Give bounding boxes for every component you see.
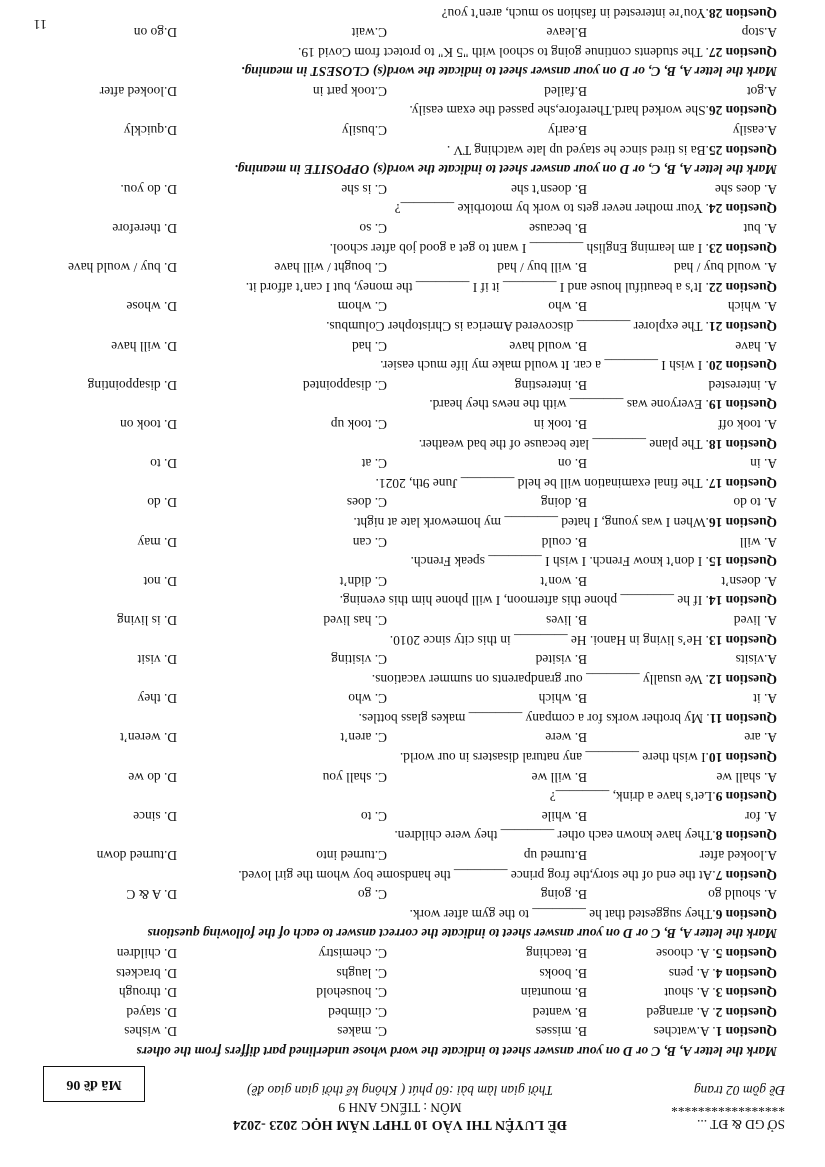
exam-subject: MÔN : TIẾNG ANH 9 xyxy=(338,1100,462,1115)
question-9-stem xyxy=(47,787,777,807)
question-label: Question 2 xyxy=(715,1004,777,1020)
question-label: Question 14 xyxy=(708,593,777,609)
option-a: A. but xyxy=(743,221,777,237)
option-a: A. lived xyxy=(733,612,777,628)
header-center xyxy=(190,1082,610,1133)
question-label: Question 1 xyxy=(715,1024,777,1040)
question-19-options xyxy=(47,375,777,395)
question-28-options xyxy=(47,0,777,3)
option-b: B. were xyxy=(545,730,587,746)
option-b: B.turned up xyxy=(523,848,587,864)
option-b: B. lives xyxy=(546,612,587,628)
question-label: Question 15 xyxy=(708,554,777,570)
option-b: B. took in xyxy=(533,417,587,432)
option-d: D. A & C xyxy=(126,887,177,903)
option-c: C. household xyxy=(316,985,387,1001)
option-c: C. has lived xyxy=(323,612,387,628)
option-d: D. will have xyxy=(111,338,177,354)
question-17-options xyxy=(47,454,777,474)
option-a: A. interested xyxy=(708,377,777,393)
option-c: C. didn’t xyxy=(339,573,387,589)
option-b: B. who xyxy=(548,299,587,315)
option-d: D. do xyxy=(147,495,177,511)
question-label: Question 6 xyxy=(715,906,777,922)
question-7-stem xyxy=(47,865,777,885)
question-5 xyxy=(47,943,777,963)
question-13-stem xyxy=(47,630,777,650)
question-label: Question 22 xyxy=(708,279,777,295)
question-label: Question 16 xyxy=(708,514,777,530)
question-text: .She worked hard.Therefore,she passed the exam easily. xyxy=(409,103,709,119)
option-b: B.failed xyxy=(544,83,587,99)
question-11-options xyxy=(47,689,777,709)
question-label: Question 3 xyxy=(715,985,777,1001)
question-text: .When I was young, I hated ________ my homework late at night. xyxy=(353,514,709,530)
question-2 xyxy=(47,1002,777,1022)
question-text: . Everyone was ________ with the news they heard. xyxy=(429,397,709,413)
question-label: Question 4 xyxy=(715,965,777,981)
option-d: D. took on xyxy=(120,417,177,432)
option-a: A.looked after xyxy=(699,848,777,864)
question-text: .Ba is tired since he stayed up late watching TV . xyxy=(446,142,709,158)
option-d: D. do you. xyxy=(120,181,177,197)
question-label: Question 11 xyxy=(709,710,777,726)
question-label: Question 26 xyxy=(708,103,777,119)
question-14-stem xyxy=(47,591,777,611)
option-c: C. took up xyxy=(330,417,387,432)
option-b: B. teaching xyxy=(526,946,587,962)
question-text: .They suggested that he ________ to the gym after work. xyxy=(409,906,716,922)
option-b: B. misses xyxy=(535,1024,587,1040)
option-d: D.go on xyxy=(133,25,177,41)
question-15-stem xyxy=(47,552,777,572)
instruction-pronunciation: Mark the letter A, B, C or D on your answer sheet to indicate the word whose underlined part differs from the others xyxy=(136,1044,777,1059)
option-c: C. does xyxy=(346,495,387,511)
exam-content xyxy=(47,0,777,1061)
exam-code-box xyxy=(43,1066,145,1102)
option-b: B. mountain xyxy=(520,985,587,1001)
option-d: D. wishes xyxy=(124,1024,177,1040)
question-27-options xyxy=(47,23,777,43)
option-c xyxy=(346,0,387,3)
star-divider: ***************** xyxy=(671,1100,785,1115)
option-d: D. disappointing xyxy=(87,377,177,393)
exam-time: Thời gian làm bài :60 phút ( Không kể thời gian giao đề) xyxy=(247,1083,553,1098)
option-c: C.took part in xyxy=(312,83,387,99)
option-b: B. won’t xyxy=(540,573,587,589)
question-text: . A. choose xyxy=(656,946,716,962)
option-a: A. doesn’t xyxy=(721,573,777,589)
question-label: Question 8 xyxy=(715,828,777,844)
question-6-options xyxy=(47,885,777,905)
option-b: B. interesting xyxy=(514,377,587,393)
question-9-options xyxy=(47,767,777,787)
option-a: A.visits xyxy=(735,652,777,668)
option-b: B.early xyxy=(547,123,587,139)
option-a: A.stop xyxy=(741,25,777,41)
question-text: . We usually ________ our grandparents on summer vacations. xyxy=(371,671,709,687)
option-a: A. in xyxy=(750,456,777,472)
header-left xyxy=(671,1082,785,1133)
option-a: A. would buy / had xyxy=(673,260,777,276)
option-d: D. to xyxy=(150,456,177,472)
question-text: . The explorer ________ discovered America is Christopher Columbus. xyxy=(326,319,709,335)
question-8-options xyxy=(47,806,777,826)
option-c: C. had xyxy=(352,338,387,354)
option-d xyxy=(82,0,177,3)
option-c: C. is she xyxy=(341,181,387,197)
option-d: D. visit xyxy=(137,652,177,668)
question-1 xyxy=(47,1022,777,1042)
option-c: C. disappointed xyxy=(302,377,387,393)
option-b: B.leave xyxy=(546,25,587,41)
option-c: C. so xyxy=(359,221,387,237)
question-text: .Let’s have a drink, ________? xyxy=(549,789,716,805)
question-22-stem xyxy=(47,277,777,297)
question-26-options xyxy=(47,81,777,101)
option-c: C. whom xyxy=(337,299,387,315)
question-label: Question 18 xyxy=(708,436,777,452)
question-label: Question 25 xyxy=(708,142,777,158)
question-label: Question 13 xyxy=(708,632,777,648)
option-d: D. since xyxy=(133,808,177,824)
option-c: C.busily xyxy=(341,123,387,139)
option-a: A. took off xyxy=(718,417,777,432)
option-c: C.wait xyxy=(351,25,387,41)
option-d: D. do we xyxy=(128,769,177,785)
question-text: .At the end of the story,the frog prince ________ the handsome boy whom the girl loved. xyxy=(238,867,716,883)
option-b: B. doing xyxy=(540,495,587,511)
question-text: . A. shout xyxy=(664,985,716,1001)
option-c: C. makes xyxy=(337,1024,387,1040)
question-label: Question 10 xyxy=(708,750,777,766)
option-d: D.looked after xyxy=(99,83,177,99)
question-text: .You’re interested in fashion so much, aren’t you? xyxy=(441,5,709,21)
question-24-stem xyxy=(47,199,777,219)
question-text: . I am learning English ________ I want to get a good job after school. xyxy=(329,240,709,256)
question-text: . A. pens xyxy=(668,965,716,981)
question-text: .I wish there ________ any natural disasters in our world. xyxy=(399,750,709,766)
question-17-stem xyxy=(47,473,777,493)
option-a: A. to do xyxy=(733,495,777,511)
option-b: B. will we xyxy=(531,769,587,785)
question-19-stem xyxy=(47,395,777,415)
question-24-options xyxy=(47,179,777,199)
question-text: . The plane ________ late because of the bad weather. xyxy=(418,436,709,452)
question-label: Question 19 xyxy=(708,397,777,413)
question-23-options xyxy=(47,218,777,238)
question-25-stem xyxy=(47,140,777,160)
option-b: B. visited xyxy=(535,652,587,668)
option-c: C. bought / will have xyxy=(274,260,387,276)
question-text: . A.watches xyxy=(653,1024,716,1040)
question-28-stem xyxy=(47,3,777,23)
question-text: . I don’t know French. I wish I ________ speak French. xyxy=(410,554,709,570)
question-text: . It’s a beautiful house and I ________ it if I ________ the money, but I can’t afford it. xyxy=(245,279,709,295)
question-27-stem xyxy=(47,42,777,62)
option-b: B. which xyxy=(538,691,587,707)
question-11-stem xyxy=(47,708,777,728)
question-label: Question 21 xyxy=(708,319,777,335)
question-text: . The students continue going to school with "5 K" to protect from Covid 19. xyxy=(298,44,709,60)
question-text: .They have known each other ________ they were children. xyxy=(394,828,716,844)
option-a: A. should go xyxy=(708,887,777,903)
option-d: D. not xyxy=(143,573,177,589)
question-22-options xyxy=(47,258,777,278)
option-a: A. shall we xyxy=(716,769,777,785)
question-14-options xyxy=(47,571,777,591)
question-text: . Your mother never gets to work by motorbike ________? xyxy=(394,201,709,217)
option-d: D. children xyxy=(116,946,177,962)
question-text: . The final examination will be held ________ June 9th, 2021. xyxy=(375,475,709,491)
question-20-stem xyxy=(47,356,777,376)
option-d: D. buy / would have xyxy=(68,260,177,276)
option-c: C. to xyxy=(360,808,387,824)
option-a: A. are xyxy=(744,730,777,746)
option-b: B. books xyxy=(539,965,587,981)
option-a: A. it xyxy=(753,691,777,707)
option-c: C. visiting xyxy=(331,652,387,668)
option-d: D. brackets xyxy=(116,965,177,981)
option-b: B. could xyxy=(541,534,587,550)
question-8-stem xyxy=(47,826,777,846)
page-count-note: Đề gồm 02 trang xyxy=(693,1083,785,1098)
option-c: C. shall you xyxy=(322,769,387,785)
question-text: . If he ________ phone this afternoon, I will phone him this evening. xyxy=(339,593,709,609)
question-18-options xyxy=(47,414,777,434)
option-c: C. chemistry xyxy=(318,946,387,962)
question-10-stem xyxy=(47,748,777,768)
option-c: C. aren’t xyxy=(340,730,387,746)
instruction-grammar: Mark the letter A, B, C or D on your answer sheet to indicate the correct answer to each of the following questions xyxy=(147,926,777,942)
question-text: . I wish I ________ a car. It would make my life much easier. xyxy=(380,358,709,374)
option-c: C. who xyxy=(348,691,387,707)
option-a: A. which xyxy=(727,299,777,315)
option-d: D. they xyxy=(137,691,177,707)
question-21-options xyxy=(47,297,777,317)
option-d: D. stayed xyxy=(126,1004,177,1020)
option-a: A.got xyxy=(746,83,777,99)
question-label: Question 12 xyxy=(708,671,777,687)
option-b: B. would have xyxy=(509,338,587,354)
question-4 xyxy=(47,963,777,983)
question-label: Question 20 xyxy=(708,358,777,374)
option-d: D. is living xyxy=(117,612,177,628)
instruction-opposite: Mark the letter A, B, C, or D on your answer sheet to indicate the word(s) OPPOSITE in meaning. xyxy=(234,162,777,178)
option-a xyxy=(720,0,777,3)
question-label: Question 5 xyxy=(715,946,777,962)
option-d: D. weren’t xyxy=(119,730,177,746)
option-c: C. at xyxy=(361,456,387,472)
question-20-options xyxy=(47,336,777,356)
option-a: A. have xyxy=(735,338,777,354)
question-16-stem xyxy=(47,512,777,532)
option-c: C.turned into xyxy=(316,848,387,864)
option-b xyxy=(517,0,587,3)
option-a: A. will xyxy=(739,534,777,550)
option-a: A.easily xyxy=(732,123,777,139)
question-text: . A. arranged xyxy=(646,1004,716,1020)
option-d: D. whose xyxy=(126,299,177,315)
question-6-stem xyxy=(47,904,777,924)
option-b: B. on xyxy=(557,456,587,472)
option-b: B. while xyxy=(541,808,587,824)
question-label: Question 17 xyxy=(708,475,777,491)
option-a: A. does she xyxy=(714,181,777,197)
exam-code: Mã đề 06 xyxy=(66,1077,122,1092)
question-label: Question 28 xyxy=(708,5,777,21)
question-label: Question 24 xyxy=(708,201,777,217)
question-12-options xyxy=(47,650,777,670)
question-label: Question 23 xyxy=(708,240,777,256)
option-d: D. therefore xyxy=(112,221,177,237)
option-a: A. for xyxy=(745,808,777,824)
question-label: Question 7 xyxy=(715,867,777,883)
question-label: Question 27 xyxy=(708,44,777,60)
question-7-options xyxy=(47,845,777,865)
option-d: D. through xyxy=(118,985,177,1001)
option-b: B. going xyxy=(540,887,587,903)
question-10-options xyxy=(47,728,777,748)
question-13-options xyxy=(47,610,777,630)
option-d: D.turned down xyxy=(96,848,177,864)
option-c: C. go xyxy=(357,887,387,903)
option-b: B. wanted xyxy=(532,1004,587,1020)
option-d: D.quickly xyxy=(123,123,177,139)
question-16-options xyxy=(47,493,777,513)
option-d: D. may xyxy=(137,534,177,550)
question-12-stem xyxy=(47,669,777,689)
page-number: 11 xyxy=(33,16,47,31)
instruction-closest: Mark the letter A, B, C, or D on your answer sheet to indicate the word(s) CLOSEST in meaning. xyxy=(241,64,777,80)
option-c: C. climbed xyxy=(328,1004,387,1020)
question-15-options xyxy=(47,532,777,552)
question-label: Question 9 xyxy=(715,789,777,805)
department-label: SỞ GD & ĐT ... xyxy=(697,1117,785,1132)
option-b: B. will buy / had xyxy=(497,260,587,276)
question-21-stem xyxy=(47,316,777,336)
question-3 xyxy=(47,983,777,1003)
question-text: . He’s living in Hanoi. He ________ in this city since 2010. xyxy=(389,632,709,648)
question-26-stem xyxy=(47,101,777,121)
question-text: . My brother works for a company ________ makes glass bottles. xyxy=(358,710,710,726)
exam-title: ĐỀ LUYỆN THI VÀO 10 THPT NĂM HỌC 2023 -2024 xyxy=(233,1117,567,1132)
option-c: C. laughs xyxy=(336,965,387,981)
option-b: B. because xyxy=(528,221,587,237)
question-18-stem xyxy=(47,434,777,454)
option-c: C. can xyxy=(352,534,387,550)
question-25-options xyxy=(47,121,777,141)
question-23-stem xyxy=(47,238,777,258)
option-b: B. doesn’t she xyxy=(510,181,587,197)
